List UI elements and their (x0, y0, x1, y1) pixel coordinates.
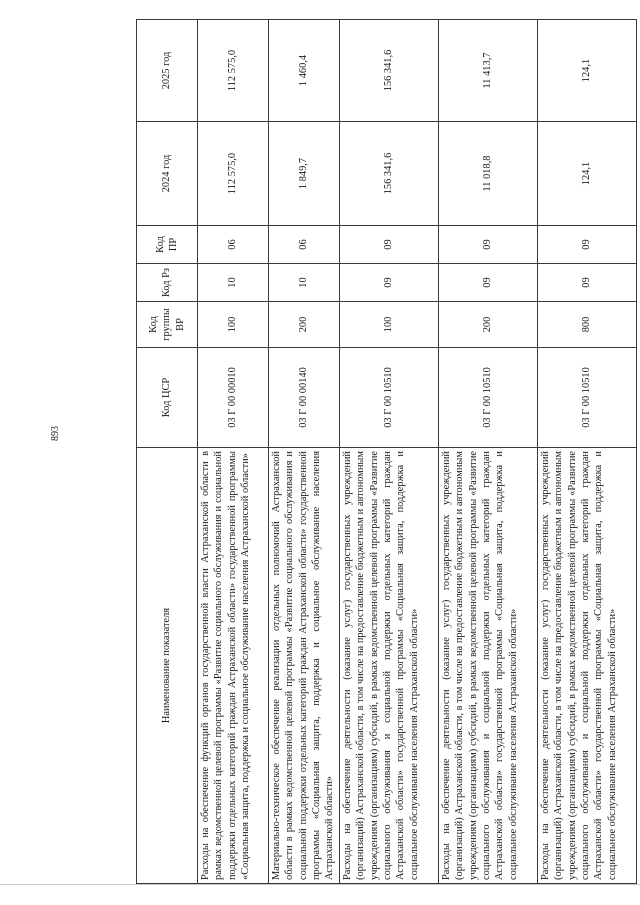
row-pr: 09 (439, 226, 538, 264)
row-pr: 06 (269, 226, 340, 264)
table-row (340, 20, 439, 884)
header-name: Наименование показателя (137, 448, 198, 884)
row-name: Расходы на обеспечение деятельности (оказание услуг) государственных учреждений (организаций) Астраханской области, в том числе на предоставление бюджетным и автономным учреждениям (организациям) субсидий, в рамках ведомственной целевой программы «Развитие социального обслуживания и социальной поддержки отдельных категорий граждан Астраханской области» государственной программы «Социальная защита, поддержка и социальное обслуживание населения Астраханской области» (538, 448, 637, 884)
row-2025: 156 341,6 (340, 20, 439, 122)
row-name: Материально-техническое обеспечение реализации отдельных полномочий Астраханской области в рамках ведомственной целевой программы «Развитие социального обслуживания и социальной поддержки отдельных категорий граждан Астраханской области» государственной программы «Социальная защита, поддержка и социальное обслуживание населения Астраханской области» (269, 448, 340, 884)
header-2025: 2025 год (137, 20, 198, 122)
header-rz: Код Рз (137, 264, 198, 302)
header-vr: Код группы ВР (137, 302, 198, 348)
table-row (538, 20, 637, 884)
row-2024: 156 341,6 (340, 122, 439, 226)
row-rz: 10 (198, 264, 269, 302)
budget-table (136, 19, 637, 884)
header-pr: Код ПР (137, 226, 198, 264)
row-pr: 09 (340, 226, 439, 264)
table-row (198, 20, 269, 884)
row-2025: 11 413,7 (439, 20, 538, 122)
row-2024: 11 018,8 (439, 122, 538, 226)
row-pr: 06 (198, 226, 269, 264)
row-2024: 124,1 (538, 122, 637, 226)
table-row (269, 20, 340, 884)
row-vr: 800 (538, 302, 637, 348)
header-2024: 2024 год (137, 122, 198, 226)
row-2024: 112 575,0 (198, 122, 269, 226)
row-vr: 100 (198, 302, 269, 348)
row-csr: 03 Г 00 10510 (538, 348, 637, 448)
row-name: Расходы на обеспечение деятельности (оказание услуг) государственных учреждений (организаций) Астраханской области, в том числе на предоставление бюджетным и автономным учреждениям (организациям) субсидий, в рамках ведомственной целевой программы «Развитие социального обслуживания и социальной поддержки отдельных категорий граждан Астраханской области» государственной программы «Социальная защита, поддержка и социальное обслуживание населения Астраханской области» (439, 448, 538, 884)
rotated-table-wrapper (136, 20, 618, 884)
row-csr: 03 Г 00 00140 (269, 348, 340, 448)
row-rz: 09 (340, 264, 439, 302)
row-2025: 112 575,0 (198, 20, 269, 122)
page-number: 893 (50, 426, 61, 441)
row-rz: 10 (269, 264, 340, 302)
row-2025: 124,1 (538, 20, 637, 122)
bottom-rule (0, 884, 640, 885)
row-rz: 09 (439, 264, 538, 302)
row-csr: 03 Г 00 10510 (340, 348, 439, 448)
table-row (439, 20, 538, 884)
header-csr: Код ЦСР (137, 348, 198, 448)
header-row (137, 20, 198, 884)
row-csr: 03 Г 00 00010 (198, 348, 269, 448)
row-vr: 200 (439, 302, 538, 348)
row-name: Расходы на обеспечение функций органов государственной власти Астраханской области в рамках ведомственной целевой программы «Развитие социального обслуживания и социальной поддержки отдельных категорий граждан Астраханской области» государственной программы «Социальная защита, поддержка и социальное обслуживание населения Астраханской области» (198, 448, 269, 884)
row-csr: 03 Г 00 10510 (439, 348, 538, 448)
row-2024: 1 849,7 (269, 122, 340, 226)
row-vr: 100 (340, 302, 439, 348)
row-2025: 1 460,4 (269, 20, 340, 122)
row-name: Расходы на обеспечение деятельности (оказание услуг) государственных учреждений (организаций) Астраханской области, в том числе на предоставление бюджетным и автономным учреждениям (организациям) субсидий, в рамках ведомственной целевой программы «Развитие социального обслуживания и социальной поддержки отдельных категорий граждан Астраханской области» государственной программы «Социальная защита, поддержка и социальное обслуживание населения Астраханской области» (340, 448, 439, 884)
row-vr: 200 (269, 302, 340, 348)
row-rz: 09 (538, 264, 637, 302)
row-pr: 09 (538, 226, 637, 264)
